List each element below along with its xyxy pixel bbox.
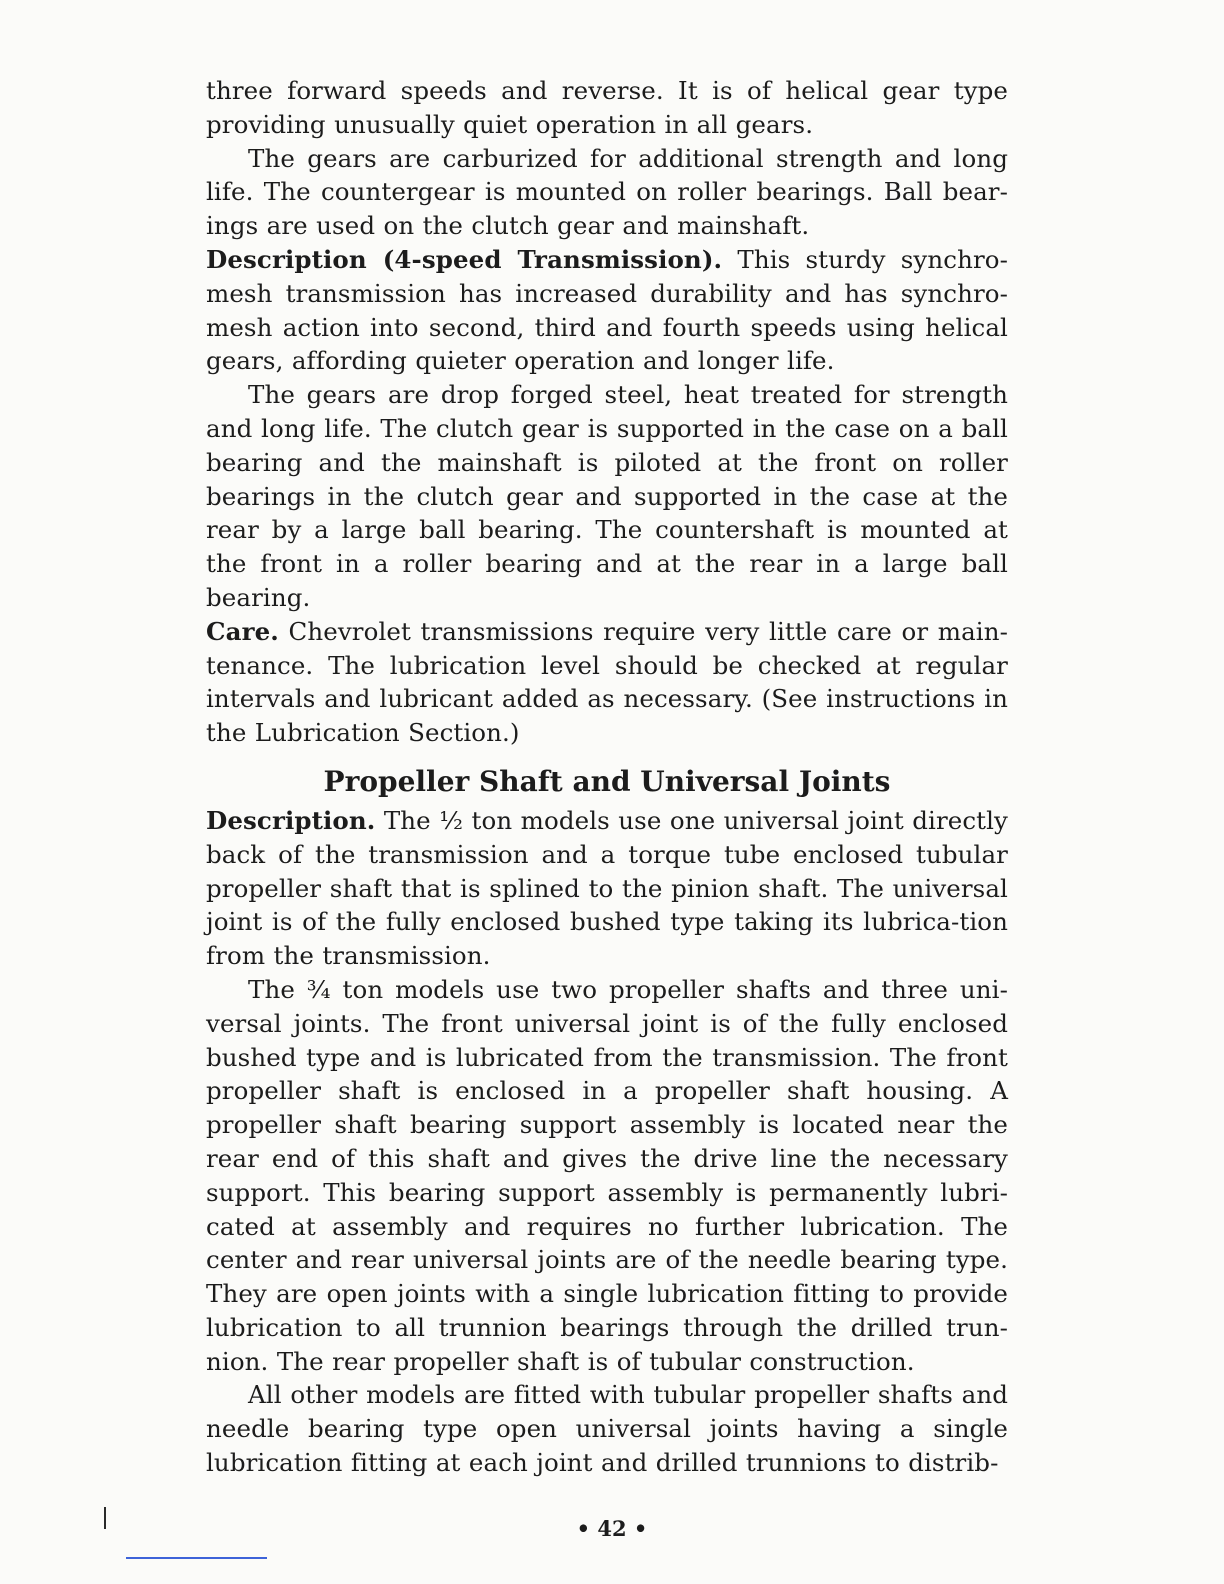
transmission-4speed-description bbox=[206, 243, 1008, 378]
paragraph-text: The ½ ton models use one universal joint directly back of the transmission and a torque tube enclosed tubular propeller shaft that is splined to the pinion shaft. The universal joint is of the fully enclosed bushed type taking its lubrica-tion from the transmission. bbox=[206, 805, 1008, 971]
transmission-care bbox=[206, 615, 1008, 750]
paragraph-text: The gears are carburized for additional strength and long life. The countergear is mounted on roller bearings. Ball bear-ings are used on the clutch gear and mainshaft. bbox=[206, 143, 1008, 241]
transmission-paragraph-1 bbox=[206, 74, 1008, 142]
propeller-shaft-description bbox=[206, 804, 1008, 973]
propeller-shaft-paragraph-2 bbox=[206, 973, 1008, 1379]
paragraph-text: This sturdy synchro-mesh transmission has increased durability and has synchro-mesh action into second, third and fourth speeds using helical gears, affording quieter operation and longer life. bbox=[206, 244, 1008, 376]
paragraph-text: The gears are drop forged steel, heat treated for strength and long life. The clutch gear is supported in the case on a ball bearing and the mainshaft is piloted at the front on roller bearings in the clutch gear and supported in the case at the rear by a large ball bearing. The countershaft is mounted at the front in a roller bearing and at the rear in a large ball bearing. bbox=[206, 380, 1008, 612]
page-body bbox=[206, 74, 1008, 1480]
paragraph-text: The ¾ ton models use two propeller shafts and three uni-versal joints. The front universal joint is of the fully enclosed bushed type and is lubricated from the transmission. The front propeller shaft is enclosed in a propeller shaft housing. A propeller shaft bearing support assembly is located near the rear end of this shaft and gives the drive line the necessary support. This bearing support assembly is permanently lubri-cated at assembly and requires no further lubrication. The center and rear universal joints are of the needle bearing type. They are open joints with a single lubrication fitting to provide lubrication to all trunnion bearings through the drilled trun-nion. The rear propeller shaft is of tubular construction. bbox=[206, 974, 1008, 1376]
paragraph-lead-heading: Description. bbox=[206, 805, 376, 835]
footer-rule bbox=[126, 1557, 267, 1559]
transmission-paragraph-2 bbox=[206, 142, 1008, 243]
paragraph-lead-heading: Description (4-speed Transmission). bbox=[206, 244, 723, 274]
paragraph-text: three forward speeds and reverse. It is of helical gear type providing unusually quiet operation in all gears. bbox=[206, 76, 1008, 139]
propeller-shaft-paragraph-3 bbox=[206, 1378, 1008, 1479]
transmission-paragraph-4 bbox=[206, 378, 1008, 615]
paragraph-lead-heading: Care. bbox=[206, 616, 279, 646]
section-heading: Propeller Shaft and Universal Joints bbox=[323, 764, 891, 798]
paragraph-text: Chevrolet transmissions require very little care or main-tenance. The lubrication level should be checked at regular intervals and lubricant added as necessary. (See instructions in the Lubrication Section.) bbox=[206, 616, 1008, 748]
paragraph-text: All other models are fitted with tubular propeller shafts and needle bearing type open universal joints having a single lubrication fitting at each joint and drilled trunnions to distrib- bbox=[206, 1380, 1008, 1478]
page-number: • 42 • bbox=[576, 1516, 648, 1541]
